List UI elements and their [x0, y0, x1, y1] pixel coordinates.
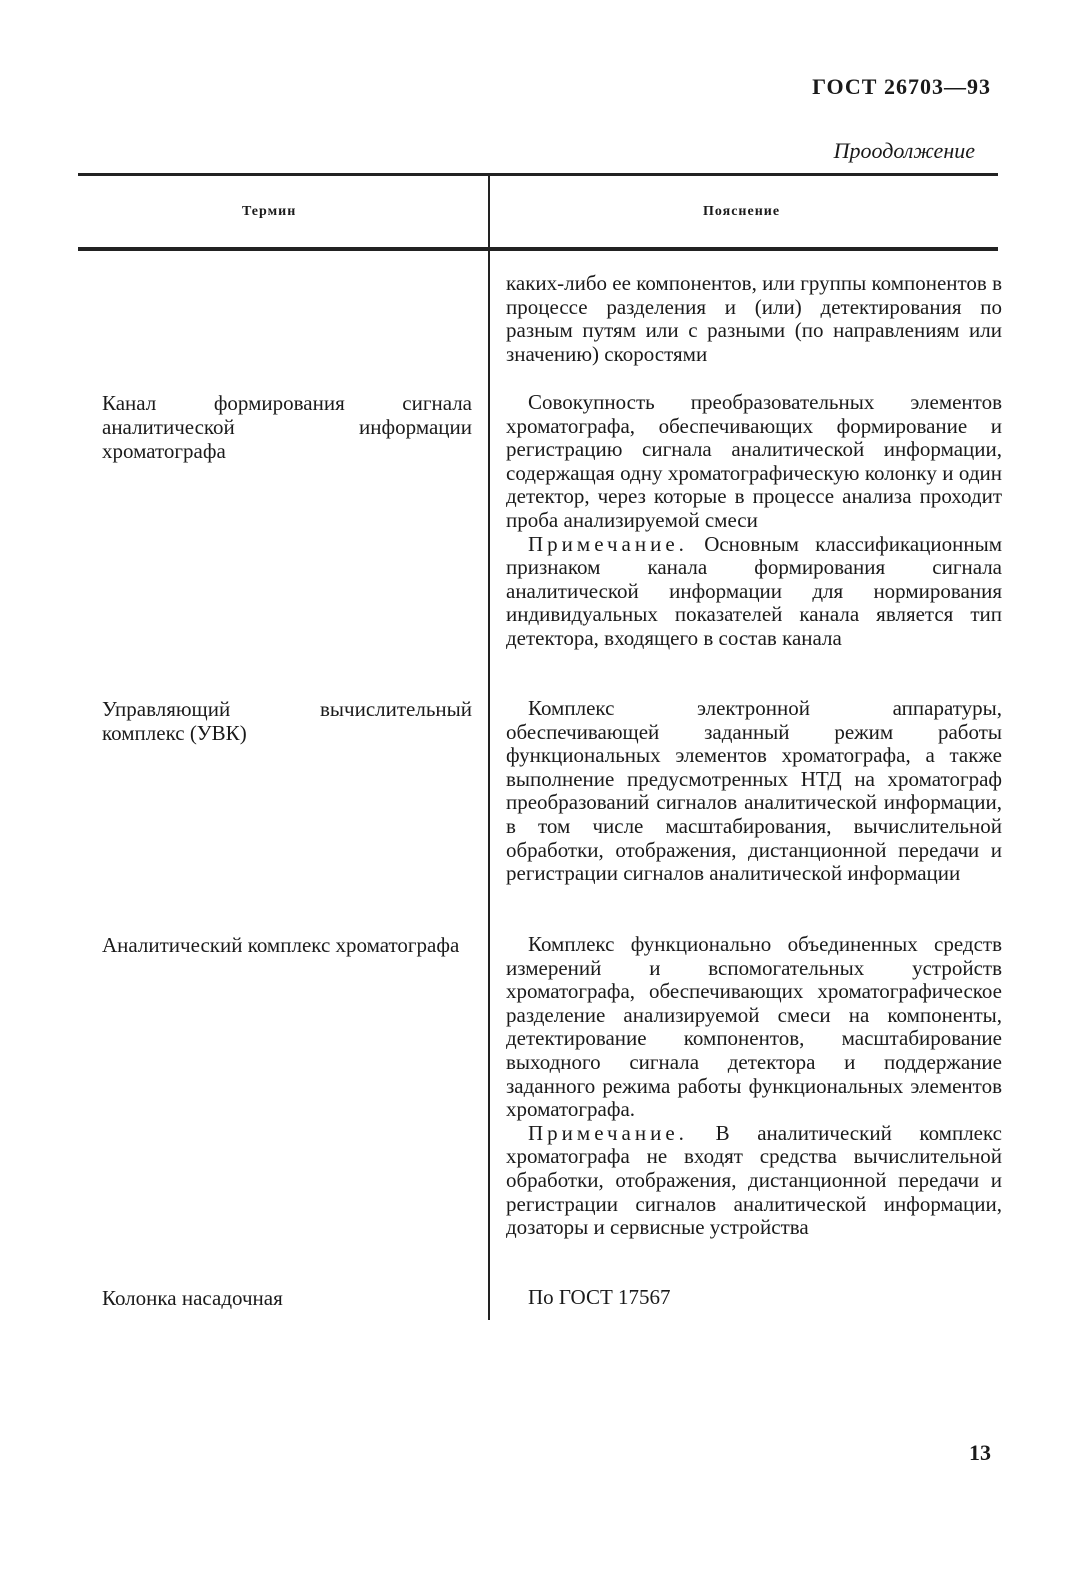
term-cell: Управляющий вычислительный комплекс (УВК)	[102, 697, 472, 745]
note-text: Основным классификационным признаком канала формирования сигнала аналитической информации для нормирования индивидуальных показателей канала является тип детектора, входящего в состав канала	[506, 531, 1003, 650]
explanation-cell	[506, 697, 1002, 886]
explanation-cell	[506, 933, 1002, 1240]
note-text: В аналитический комплекс хроматографа не входят средства вычислительной обработки, отображения, дистанционной передачи и регистрации сигналов аналитической информации, дозаторы и сервисные устройства	[506, 1120, 1002, 1240]
explanation-paragraph: Комплекс электронной аппаратуры, обеспечивающей заданный режим работы функциональных элементов хроматографа, а также выполнение предусмотренных НТД на хроматограф преобразований сигналов аналитической информации, в том числе масштабирования, вычислительной обработки, отображения, дистанционной передачи и регистрации сигналов аналитической информации	[506, 696, 1002, 886]
page-number: 13	[969, 1440, 991, 1465]
continuation-label: Проодолжение	[833, 138, 975, 163]
note-label: Примечание.	[528, 1120, 688, 1145]
explanation-cell	[506, 1286, 1002, 1310]
term-cell: Канал формирования сигнала аналитической информации хроматографа	[102, 391, 472, 463]
note-paragraph	[506, 1122, 1002, 1240]
explanation-paragraph: По ГОСТ 17567	[528, 1285, 671, 1309]
explanation-paragraph: Совокупность преобразовательных элементов хроматографа, обеспечивающих формирование и регистрацию сигнала аналитической информации, содержащая одну хроматографическую колонку и один детектор, через которые в процессе анализа проходит проба анализируемой смеси	[506, 390, 1002, 532]
table-top-rule	[78, 173, 998, 176]
note-label: Примечание.	[528, 531, 688, 556]
column-header-term: Термин	[242, 204, 297, 219]
term-cell: Аналитический комплекс хроматографа	[102, 933, 460, 957]
table-header-rule	[78, 247, 998, 251]
explanation-cell	[506, 391, 1002, 651]
term-cell: Колонка насадочная	[102, 1286, 283, 1310]
column-header-explanation: Пояснение	[703, 204, 781, 219]
explanation-paragraph: каких-либо ее компонентов, или группы компонентов в процессе разделения и (или) детектирования по разным путям или с разными (по направлениям или значению) скоростями	[506, 271, 1002, 366]
explanation-cell	[506, 272, 1002, 366]
column-divider	[488, 175, 490, 1320]
note-paragraph	[506, 533, 1002, 651]
document-code: ГОСТ 26703—93	[812, 74, 991, 99]
explanation-paragraph: Комплекс функционально объединенных средств измерений и вспомогательных устройств хроматографа, обеспечивающих хроматографическое разделение анализируемой смеси на компоненты, детектирование компонентов, масштабирование выходного сигнала детектора и поддержание заданного режима работы функциональных элементов хроматографа.	[506, 932, 1002, 1122]
